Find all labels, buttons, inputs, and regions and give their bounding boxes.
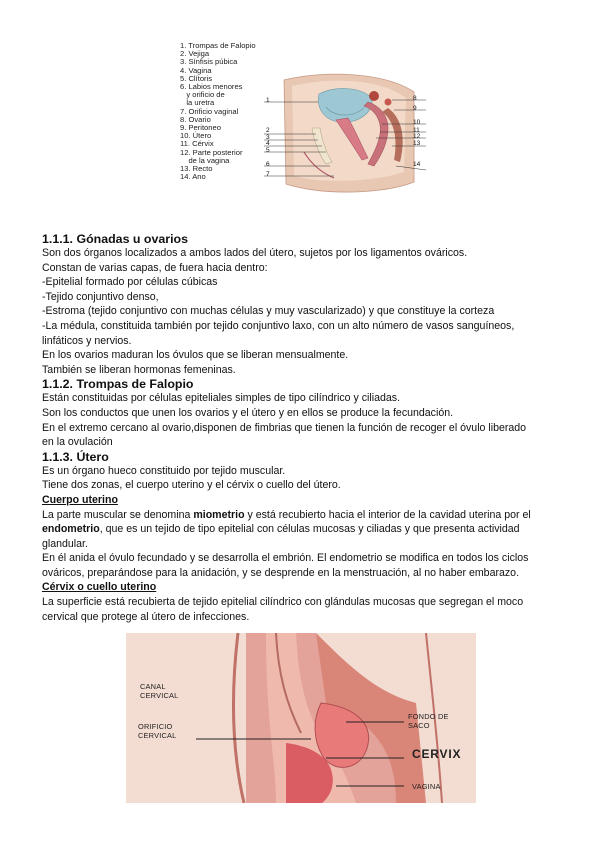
label-cervix: CERVIX (412, 747, 462, 761)
legend-item: de la vagina (180, 155, 230, 165)
paragraph-line: glandular. (42, 537, 88, 550)
callout-number: 1 (266, 97, 270, 104)
legend-item: 11. Cérvix (180, 139, 214, 149)
paragraph-line: -Estroma (tejido conjuntivo con muchas células y muy vascularizado) y que constituye la corteza (42, 305, 495, 318)
legend-item: 1. Trompas de Falopio (180, 41, 256, 50)
label-orificio-cervical (138, 723, 176, 741)
paragraph-line (42, 508, 562, 523)
label-line: CANAL (140, 682, 166, 691)
paragraph-line: En los ovarios maduran los óvulos que se liberan mensualmente. (42, 349, 349, 362)
callout-number: 12 (413, 133, 421, 140)
heading-ovarios: 1.1.1. Gónadas u ovarios (42, 232, 188, 246)
label-canal-cervical (140, 683, 178, 701)
legend-item: 8. Ovario (180, 114, 211, 124)
callout-number: 2 (266, 127, 270, 134)
callout-number: 3 (266, 134, 270, 141)
paragraph-line: La superficie está recubierta de tejido epitelial cilíndrico con glándulas mucosas que segregan el moco (42, 596, 524, 609)
subheading-cuerpo-uterino: Cuerpo uterino (42, 493, 118, 506)
paragraph-line: Constan de varias capas, de fuera hacia dentro: (42, 261, 268, 274)
heading-trompas: 1.1.2. Trompas de Falopio (42, 377, 194, 392)
label-line: ORIFICIO (138, 722, 173, 731)
paragraph-line: Es un órgano hueco constituido por tejido muscular. (42, 464, 286, 477)
subheading-cervix: Cérvix o cuello uterino (42, 581, 157, 594)
label-line: FONDO DE (408, 712, 449, 721)
label-vagina: VAGINA (412, 782, 441, 791)
legend-item: 9. Peritoneo (180, 123, 221, 133)
text-run: y está recubierto hacia el interior de la cavidad uterina por el (244, 508, 531, 521)
label-fondo-de-saco (408, 713, 449, 731)
legend-item: 12. Parte posterior (180, 147, 243, 157)
paragraph-line: cervical que protege al útero de infecciones. (42, 610, 250, 623)
text-run: , que es un tejido de tipo epitelial con células mucosas y ciliadas y que presenta actividad (99, 523, 520, 536)
legend-item: 3. Sínfisis púbica (180, 57, 238, 67)
legend-item: 4. Vagina (180, 65, 212, 75)
legend-item: 2. Vejiga (180, 49, 210, 59)
paragraph-line (42, 522, 562, 537)
label-line: CERVICAL (138, 730, 177, 740)
callout-number: 9 (413, 105, 417, 112)
term-endometrio: endometrio (42, 523, 100, 536)
callout-number: 5 (266, 147, 270, 154)
paragraph-line: Son dos órganos localizados a ambos lados del útero, sujetos por los ligamentos ováricos. (42, 247, 468, 259)
paragraph-line: Están constituidas por células epiteliales simples de tipo cilíndrico y ciliadas. (42, 392, 401, 405)
paragraph-line: ováricos, preparándose para la anidación, y se desprende en la menstruación, al no haber embarazo. (42, 566, 520, 579)
legend-item: 10. Útero (180, 131, 212, 141)
paragraph-line: -Epitelial formado por células cúbicas (42, 276, 218, 289)
paragraph-line: En el extremo cercano al ovario,disponen de fimbrias que tienen la función de recoger el óvulo liberado (42, 421, 527, 434)
pelvis-figure (180, 42, 430, 227)
paragraph-line: Son los conductos que unen los ovarios y el útero y en ellos se produce la fecundación. (42, 406, 454, 419)
cervix-figure (126, 633, 476, 803)
document-body (42, 232, 562, 624)
label-line: CERVICAL (140, 690, 179, 700)
heading-utero: 1.1.3. Útero (42, 449, 109, 464)
label-line: SACO (408, 720, 430, 730)
callout-number: 13 (413, 140, 421, 147)
legend-item: 7. Orificio vaginal (180, 106, 239, 116)
legend-item: 13. Recto (180, 164, 213, 174)
legend-item: la uretra (180, 98, 215, 108)
paragraph-line: También se liberan hormonas femeninas. (42, 363, 236, 376)
paragraph-line: en la ovulación (42, 436, 113, 449)
callout-number: 11 (413, 127, 420, 134)
paragraph-line: -Tejido conjuntivo denso, (42, 290, 159, 303)
text-run: La parte muscular se denomina (42, 508, 194, 521)
term-miometrio: miometrio (193, 508, 245, 521)
paragraph-line: -La médula, constituida también por tejido conjuntivo laxo, con un alto número de vasos sanguíneos, (42, 319, 515, 332)
callout-number: 8 (413, 95, 417, 102)
paragraph-line: En él anida el óvulo fecundado y se desarrolla el embrión. El endometrio se modifica en todos los ciclos (42, 552, 529, 565)
legend-item: 14. Ano (180, 172, 206, 182)
callout-number: 7 (266, 171, 270, 178)
callout-number: 4 (266, 140, 270, 147)
legend-item: 5. Clítoris (180, 73, 213, 83)
paragraph-line: linfáticos y nervios. (42, 334, 132, 347)
callout-number: 10 (413, 119, 421, 126)
callout-number: 6 (266, 161, 270, 168)
callout-number: 14 (413, 161, 421, 168)
legend-item: y orificio de (180, 90, 225, 100)
legend-item: 6. Labios menores (180, 82, 243, 92)
paragraph-line: Tiene dos zonas, el cuerpo uterino y el cérvix o cuello del útero. (42, 479, 341, 492)
pelvis-illustration (264, 72, 429, 197)
